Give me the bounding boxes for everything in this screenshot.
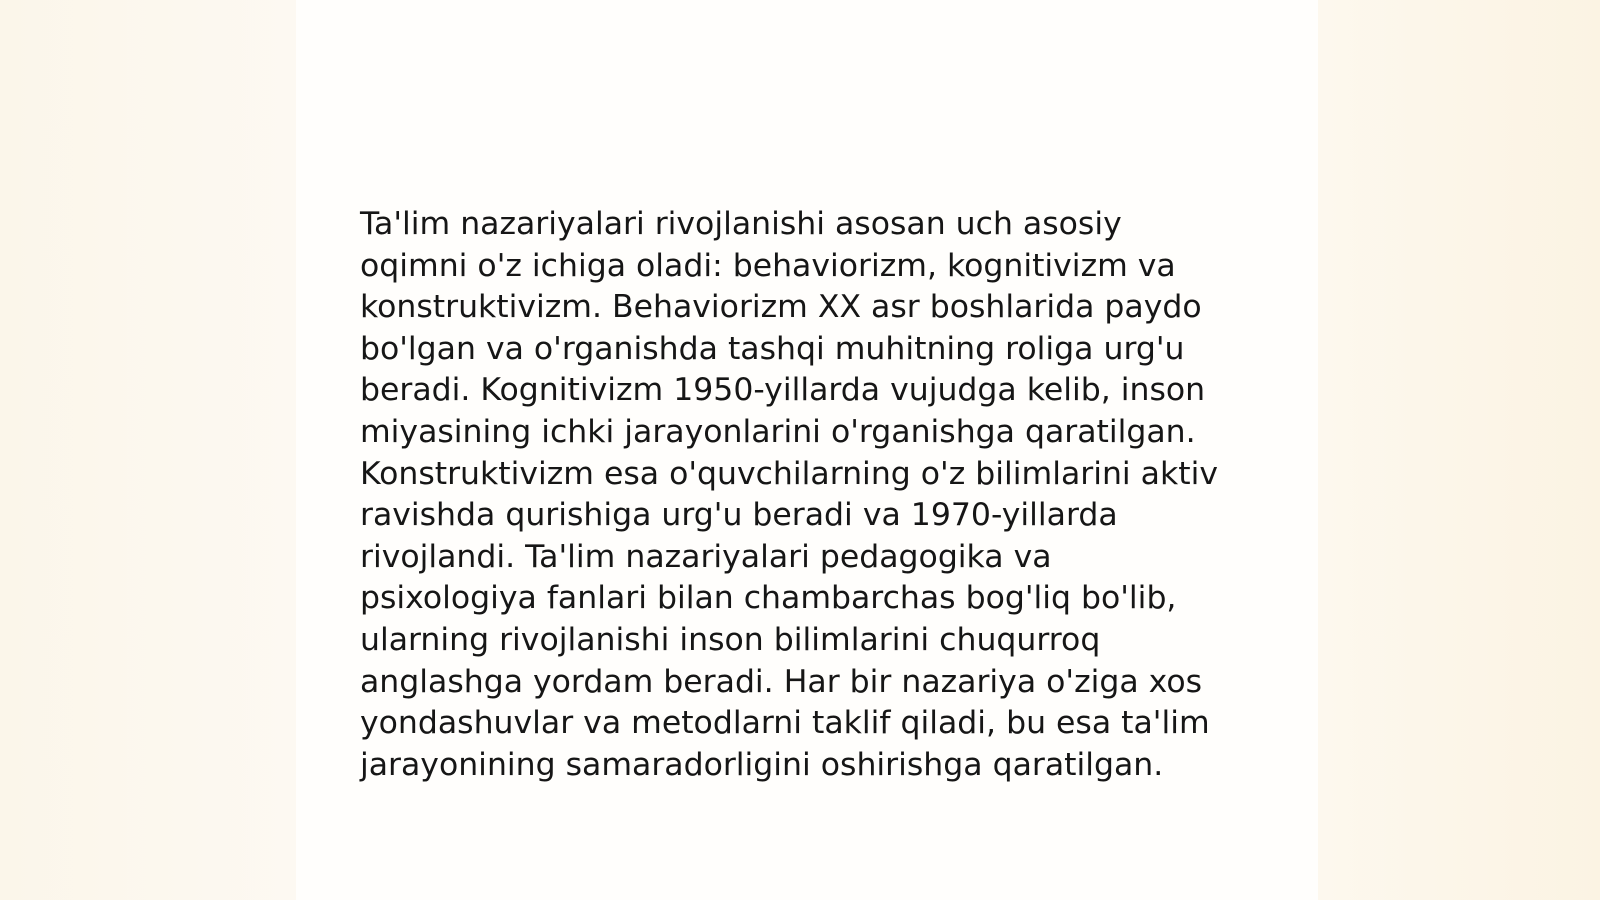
text-line: oqimni o'z ichiga oladi: behaviorizm, kognitivizm va <box>360 247 1176 284</box>
text-line: bo'lgan va o'rganishda tashqi muhitning roliga urg'u <box>360 330 1185 367</box>
right-margin-background <box>1318 0 1600 900</box>
text-line: konstruktivizm. Behaviorizm XX asr boshlarida paydo <box>360 289 1202 326</box>
text-line: rivojlandi. Ta'lim nazariyalari pedagogika va <box>360 538 1052 575</box>
text-line: ularning rivojlanishi inson bilimlarini chuqurroq <box>360 621 1101 658</box>
text-line: miyasining ichki jarayonlarini o'rganishga qaratilgan. <box>360 413 1196 450</box>
text-line: beradi. Kognitivizm 1950-yillarda vujudga kelib, inson <box>360 372 1206 409</box>
text-line: Ta'lim nazariyalari rivojlanishi asosan uch asosiy <box>360 206 1122 242</box>
text-line: ravishda qurishiga urg'u beradi va 1970-yillarda <box>360 497 1118 534</box>
text-line: anglashga yordam beradi. Har bir nazariya o'ziga xos <box>360 663 1203 700</box>
slide-body-text <box>360 204 1260 786</box>
text-line: jarayonining samaradorligini oshirishga qaratilgan. <box>360 746 1164 783</box>
slide-canvas <box>296 0 1318 900</box>
text-line: yondashuvlar va metodlarni taklif qiladi, bu esa ta'lim <box>360 705 1210 742</box>
text-line: psixologiya fanlari bilan chambarchas bog'liq bo'lib, <box>360 580 1177 617</box>
left-margin-background <box>0 0 296 900</box>
text-line: Konstruktivizm esa o'quvchilarning o'z bilimlarini aktiv <box>360 455 1218 492</box>
